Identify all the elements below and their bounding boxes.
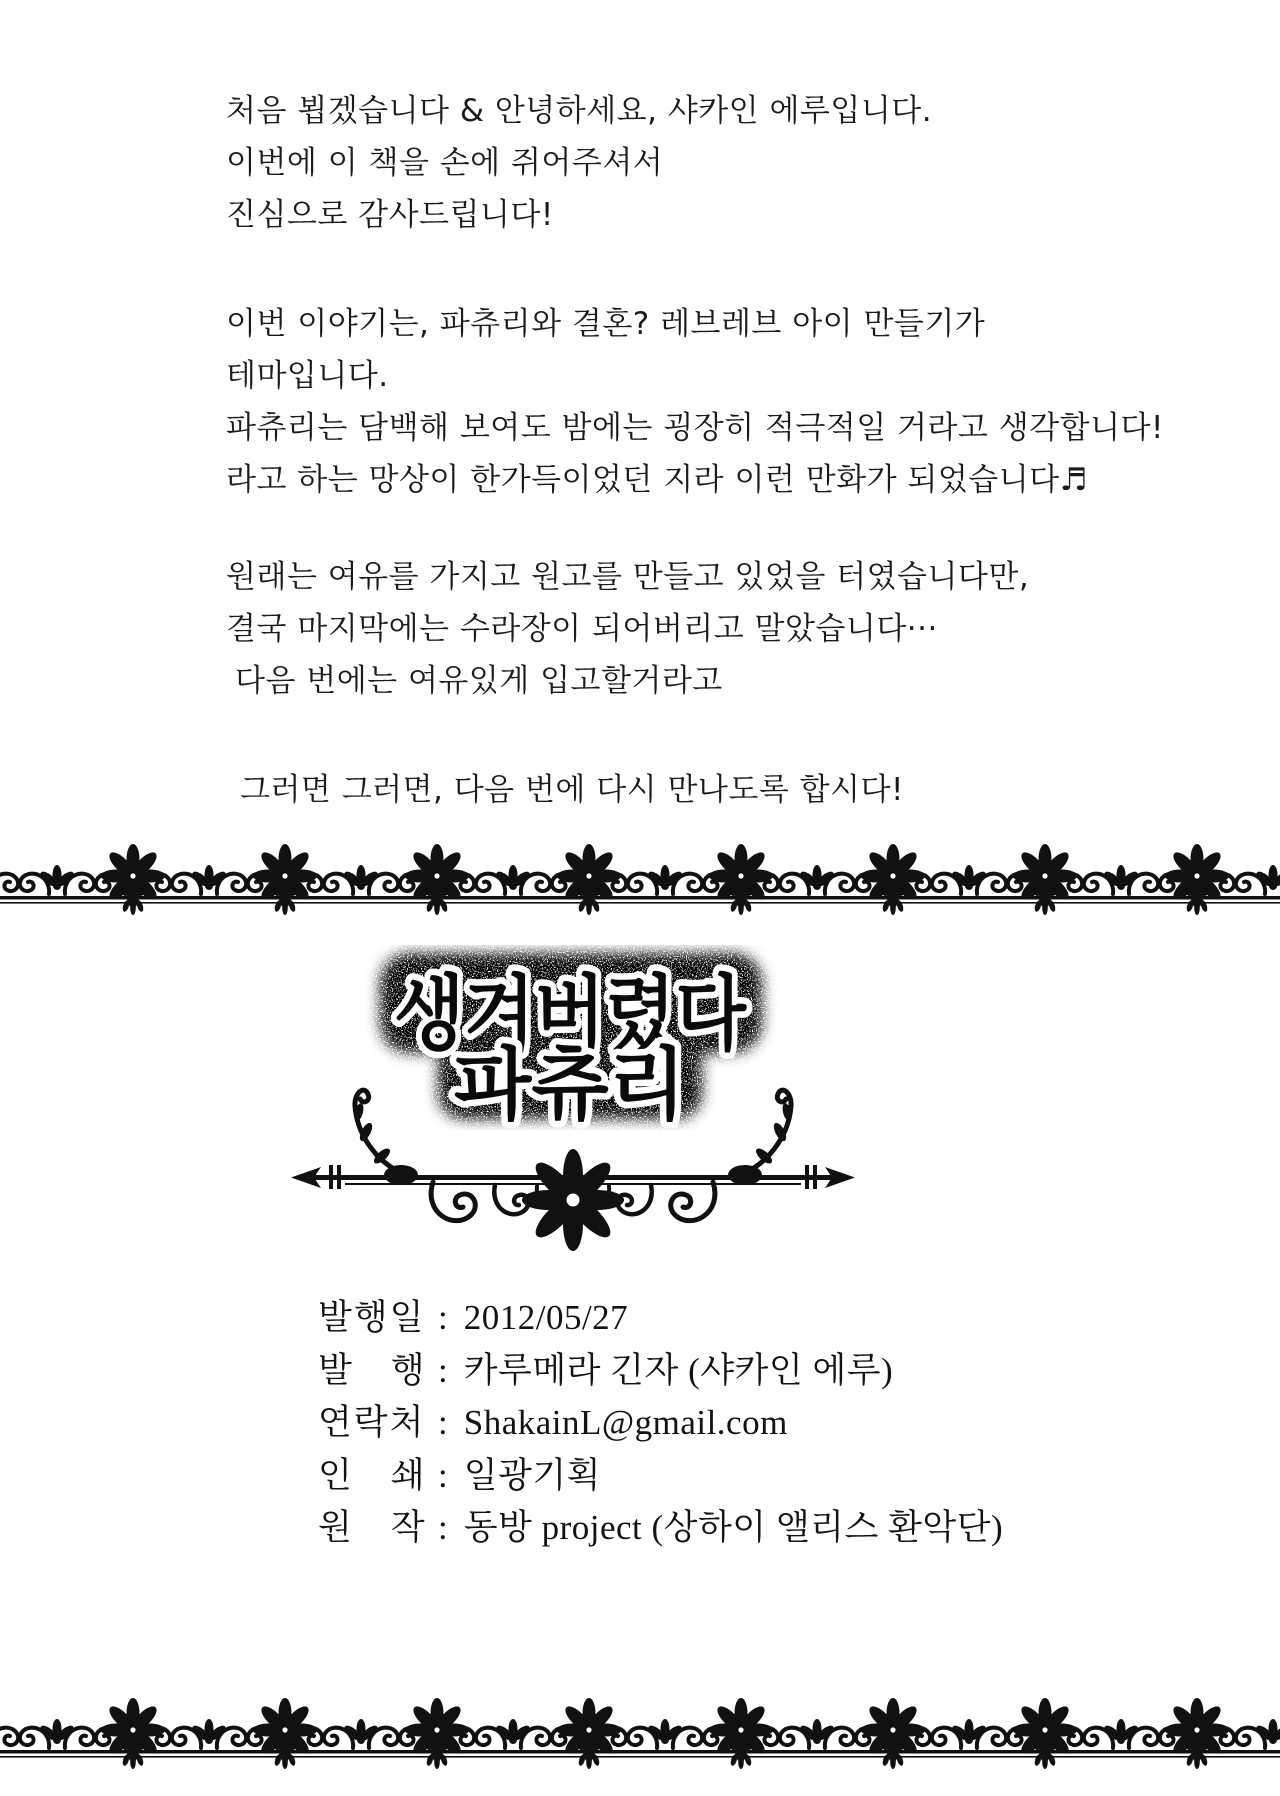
afterword-line: 결국 마지막에는 수라장이 되어버리고 말았습니다··· (226, 611, 938, 647)
colophon-label: 인 쇄 (318, 1455, 427, 1495)
colophon-row-publisher (318, 1345, 1003, 1398)
colophon-separator: : (438, 1403, 448, 1442)
afterword-line: 그러면 그러면, 다음 번에 다시 만나도록 합시다! (240, 772, 904, 808)
afterword-line: 다음 번에는 여유있게 입고할거라고 (235, 663, 723, 699)
colophon-row-original-work (318, 1502, 1003, 1555)
afterword-line: 원래는 여유를 가지고 원고를 만들고 있었을 터였습니다만, (226, 559, 1030, 595)
colophon-value: 일광기획 (463, 1455, 601, 1495)
colophon-value: ShakainL@gmail.com (463, 1403, 788, 1442)
afterword-line: 처음 뵙겠습니다 & 안녕하세요, 샤카인 에루입니다. (226, 93, 933, 129)
colophon-label: 연락처 (318, 1403, 426, 1442)
colophon-separator: : (438, 1350, 448, 1390)
colophon-label: 발행일 (318, 1298, 426, 1337)
afterword-paragraph (226, 85, 932, 241)
afterword-paragraph (240, 764, 904, 816)
colophon-separator: : (438, 1455, 448, 1495)
colophon-label: 원 작 (318, 1508, 427, 1547)
floral-border-top-icon (0, 842, 1280, 918)
afterword-paragraph (226, 551, 1029, 707)
afterword-line: 라고 하는 망상이 한가득이었던 지라 이런 만화가 되었습니다♬ (226, 462, 1088, 498)
colophon-separator: : (438, 1508, 448, 1547)
afterword-line: 파츄리는 담백해 보여도 밤에는 굉장히 적극적일 거라고 생각합니다! (226, 410, 1164, 446)
arrow-flower-divider-icon (283, 1072, 863, 1272)
afterword-paragraph (226, 298, 1164, 506)
colophon (318, 1292, 1003, 1555)
floral-border-bottom-icon (0, 1696, 1280, 1772)
afterword-line: 이번 이야기는, 파츄리와 결혼? 레브레브 아이 만들기가 (226, 306, 986, 342)
colophon-row-publish-date (318, 1292, 1003, 1345)
colophon-value: 카루메라 긴자 (샤카인 에루) (463, 1350, 894, 1390)
colophon-label: 발 행 (318, 1350, 427, 1390)
colophon-value: 2012/05/27 (463, 1298, 629, 1337)
colophon-row-printer (318, 1450, 1003, 1503)
afterword-line: 테마입니다. (226, 358, 389, 394)
title-line-1: 생겨버렸다 (394, 967, 748, 1062)
colophon-row-contact (318, 1397, 1003, 1450)
center-flower-icon (522, 1149, 624, 1251)
afterword-line: 이번에 이 책을 손에 쥐어주셔서 (226, 145, 664, 181)
title-line-2: 파츄리 (454, 1039, 686, 1130)
colophon-separator: : (438, 1298, 448, 1337)
colophon-value: 동방 project (상하이 앨리스 환악단) (463, 1508, 1004, 1547)
afterword-line: 진심으로 감사드립니다! (226, 197, 554, 233)
